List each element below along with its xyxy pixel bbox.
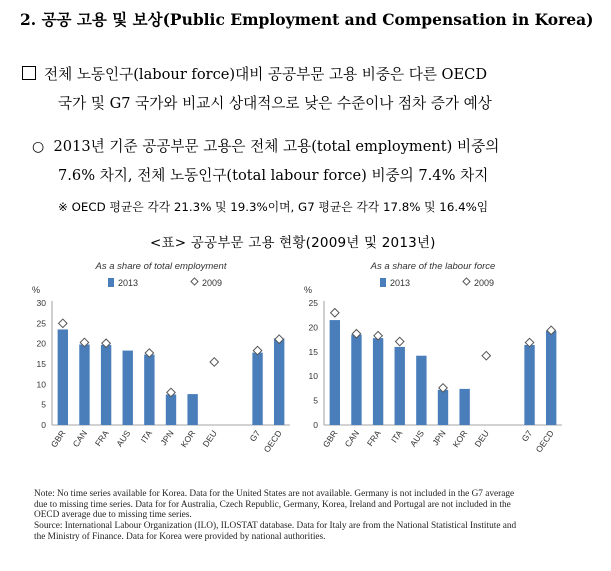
y-tick-label: 30 xyxy=(36,298,46,308)
y-axis-label: % xyxy=(304,285,313,295)
y-axis-label: % xyxy=(32,285,41,295)
chart-labour-force-svg xyxy=(300,255,568,485)
x-tick-label: FRA xyxy=(364,428,383,449)
checkbox-square-icon xyxy=(22,66,36,80)
bar-2013 xyxy=(546,331,556,425)
bullet2-line1-text: 2013년 기준 공공부문 고용은 전체 고용(total employment) 비중의 xyxy=(53,138,500,155)
bar-2013 xyxy=(101,345,111,425)
bullet2-line1 xyxy=(32,135,499,156)
source-note-line5: the Ministry of Finance. Data for Korea were provided by national authorities. xyxy=(34,531,326,542)
y-tick-label: 5 xyxy=(313,395,318,406)
marker-2009 xyxy=(331,309,339,317)
circle-bullet-icon: ○ xyxy=(32,139,45,155)
legend-bar-swatch xyxy=(108,278,114,287)
y-tick-label: 20 xyxy=(308,322,318,333)
x-tick-label: GBR xyxy=(48,428,68,450)
section-heading: 2. 공공 고용 및 보상(Public Employment and Compensation in Korea) xyxy=(20,10,594,29)
legend-label-2009: 2009 xyxy=(474,278,495,288)
bar-2013 xyxy=(187,394,197,425)
legend-label-2013: 2013 xyxy=(118,278,139,288)
legend-marker-swatch xyxy=(463,278,470,285)
bar-2013 xyxy=(274,338,284,425)
source-note-line3: OECD average due to missing time series. xyxy=(34,510,192,521)
x-tick-label: DEU xyxy=(200,428,219,449)
bar-2013 xyxy=(524,345,534,425)
x-tick-label: KOR xyxy=(178,428,198,450)
x-tick-label: JPN xyxy=(158,428,176,448)
x-tick-label: DEU xyxy=(472,428,491,449)
x-tick-label: KOR xyxy=(450,428,470,450)
y-tick-label: 5 xyxy=(41,399,46,410)
legend-label-2013: 2013 xyxy=(390,278,411,288)
bar-2013 xyxy=(79,344,89,425)
chart-labour-force xyxy=(300,255,568,489)
bar-2013 xyxy=(459,389,469,425)
chart-title: As a share of the labour force xyxy=(370,261,496,272)
x-tick-label: ITA xyxy=(388,428,405,445)
marker-2009 xyxy=(482,351,490,359)
table-title: <표> 공공부문 고용 현황(2009년 및 2013년) xyxy=(150,235,436,251)
x-tick-label: JPN xyxy=(430,428,448,448)
y-tick-label: 10 xyxy=(308,371,318,382)
y-tick-label: 0 xyxy=(41,420,46,430)
legend-marker-swatch xyxy=(191,278,198,285)
source-note-line2: due to missing time series. Data for for Australia, Czech Republic, Germany, Korea, Ireland and Portugal are not included in the xyxy=(34,499,511,510)
x-tick-label: CAN xyxy=(70,428,90,449)
x-tick-label: GBR xyxy=(320,428,340,450)
source-note-line4: Source: International Labour Organization (ILO), ILOSTAT database. Data for Italy are from the National Statistical Institute and xyxy=(34,521,517,532)
x-tick-label: ITA xyxy=(138,428,155,445)
y-tick-label: 25 xyxy=(308,298,318,308)
x-tick-label: OECD xyxy=(261,428,284,455)
bar-2013 xyxy=(351,335,361,425)
bullet1-line2: 국가 및 G7 국가와 비교시 상대적으로 낮은 수준이나 점차 증가 예상 xyxy=(58,95,492,112)
marker-2009 xyxy=(210,358,218,366)
bullet1-line1 xyxy=(22,63,487,84)
chart-total-employment-svg xyxy=(28,255,296,485)
bar-2013 xyxy=(166,395,176,426)
bar-2013 xyxy=(252,353,262,425)
x-tick-label: AUS xyxy=(407,428,427,449)
average-note: ※ OECD 평균은 각각 21.3% 및 19.3%이며, G7 평균은 각각 17.8% 및 16.4%임 xyxy=(58,200,489,214)
bar-2013 xyxy=(395,347,405,425)
legend-bar-swatch xyxy=(380,278,386,287)
x-tick-label: CAN xyxy=(342,428,362,449)
y-tick-label: 0 xyxy=(313,420,318,430)
x-tick-label: FRA xyxy=(92,428,111,449)
marker-2009 xyxy=(395,337,403,345)
bullet2-line2: 7.6% 차지, 전체 노동인구(total labour force) 비중의 7.4% 차지 xyxy=(58,167,489,184)
legend-label-2009: 2009 xyxy=(202,278,223,288)
bar-2013 xyxy=(438,390,448,425)
x-tick-label: G7 xyxy=(519,428,535,444)
y-tick-label: 10 xyxy=(36,379,46,390)
bar-2013 xyxy=(58,329,68,425)
chart-title: As a share of total employment xyxy=(95,261,227,272)
source-note-line1: Note: No time series available for Korea. Data for the United States are not available. Germany is not included in the G7 average xyxy=(34,489,515,499)
y-tick-label: 15 xyxy=(36,359,46,369)
y-tick-label: 15 xyxy=(308,346,318,357)
y-tick-label: 25 xyxy=(36,318,46,329)
x-tick-label: OECD xyxy=(533,428,556,455)
bar-2013 xyxy=(144,355,154,425)
chart-total-employment xyxy=(28,255,296,489)
bar-2013 xyxy=(416,356,426,425)
bar-2013 xyxy=(123,351,133,425)
bullet1-line1-text: 전체 노동인구(labour force)대비 공공부문 고용 비중은 다른 OECD xyxy=(44,66,488,83)
y-tick-label: 20 xyxy=(36,338,46,349)
source-note xyxy=(34,489,609,543)
bar-2013 xyxy=(330,320,340,425)
bar-2013 xyxy=(373,338,383,425)
x-tick-label: G7 xyxy=(247,428,263,444)
x-tick-label: AUS xyxy=(114,428,133,449)
marker-2009 xyxy=(59,319,67,327)
